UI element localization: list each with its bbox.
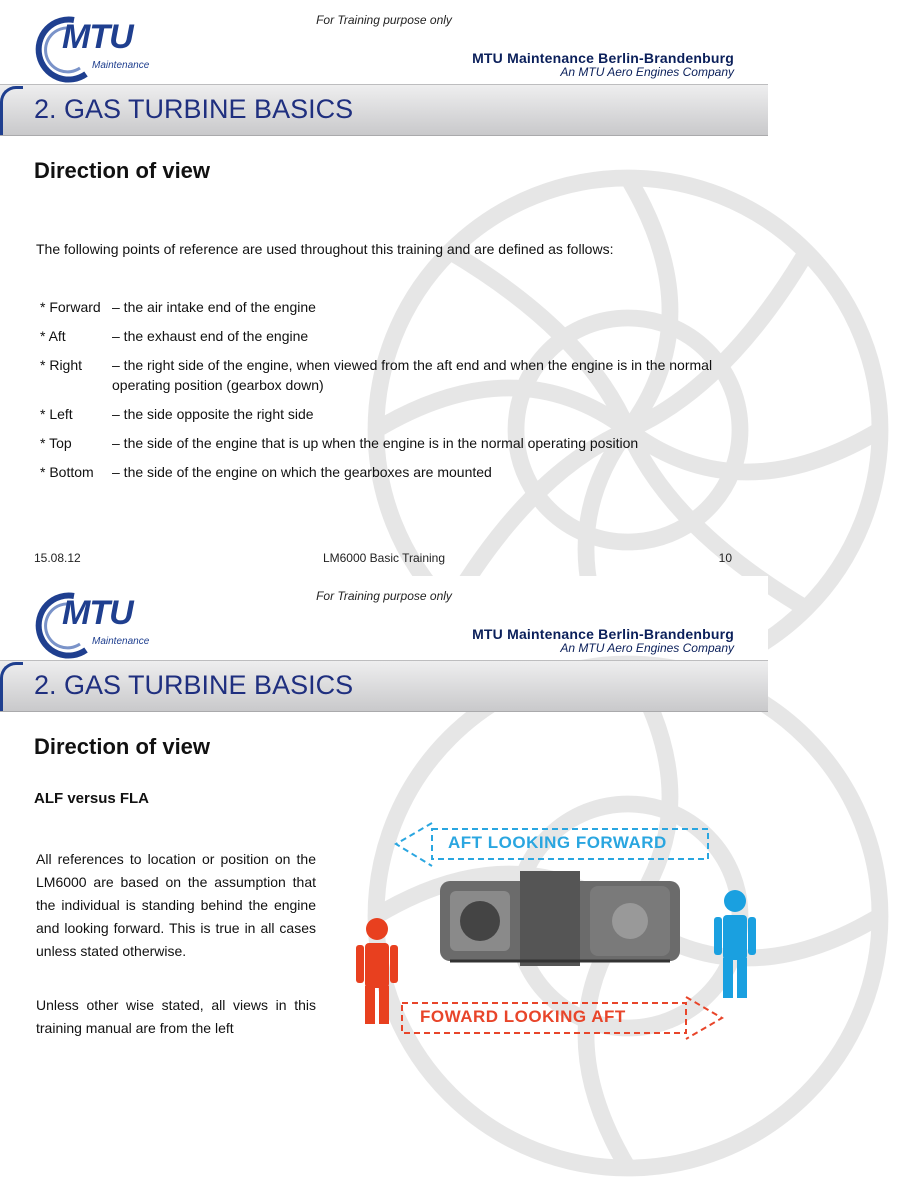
definition-text: – the side of the engine that is up when the engine is in the normal operating position: [112, 435, 639, 451]
definitions-list: [34, 297, 754, 491]
section-title: 2. GAS TURBINE BASICS: [34, 670, 354, 700]
footer-title: LM6000 Basic Training: [322, 551, 446, 565]
definition-term: * Left: [40, 406, 73, 422]
title-accent: [0, 662, 23, 711]
company-subtitle: An MTU Aero Engines Company: [560, 65, 734, 79]
section-title: 2. GAS TURBINE BASICS: [34, 94, 354, 124]
slide-1: [0, 0, 768, 576]
paragraph-alf: All references to location or position on the LM6000 are based on the assumption that the individual is standing behind the engine and looking forward. This is true in all cases unless stated otherwise.: [36, 851, 316, 959]
definition-item: [34, 433, 754, 453]
definition-term: * Bottom: [40, 464, 94, 480]
definition-text: – the side opposite the right side: [112, 406, 314, 422]
engine-image: [440, 871, 680, 966]
mtu-logo: MTU Maintenance: [34, 588, 174, 658]
definition-text: – the side of the engine on which the gearboxes are mounted: [112, 464, 492, 480]
company-block: [472, 626, 734, 655]
alf-label: AFT LOOKING FORWARD: [448, 833, 667, 852]
slide-heading: Direction of view: [34, 158, 211, 183]
title-accent: [0, 86, 23, 135]
definition-item: [34, 355, 754, 395]
company-name: MTU Maintenance Berlin-Brandenburg: [472, 50, 734, 66]
definition-item: [34, 326, 754, 346]
slide-subheading: ALF versus FLA: [34, 790, 150, 807]
company-subtitle: An MTU Aero Engines Company: [560, 641, 734, 655]
person-red-figure: [356, 918, 398, 1024]
slide-2: [0, 576, 768, 1036]
footer-page-number: 10: [718, 551, 732, 565]
definition-term: * Forward: [40, 299, 101, 315]
definition-term: * Top: [40, 435, 72, 451]
company-block: [472, 50, 734, 79]
intro-text: The following points of reference are used throughout this training and are defined as follows:: [36, 241, 614, 257]
alf-fla-figure: [350, 821, 768, 1024]
footer-date: 15.08.12: [34, 551, 81, 565]
person-blue-figure: [714, 890, 756, 998]
definition-item: [34, 462, 754, 482]
definition-text: – the right side of the engine, when viewed from the aft end and when the engine is in the normal operating position (gearbox down): [112, 357, 713, 393]
paragraph-views: Unless other wise stated, all views in this training manual are from the left: [36, 997, 316, 1036]
slide-heading: Direction of view: [34, 734, 211, 759]
definition-term: * Aft: [40, 328, 66, 344]
mtu-logo: MTU Maintenance: [34, 12, 174, 82]
definition-text: – the exhaust end of the engine: [112, 328, 309, 344]
training-note: For Training purpose only: [316, 13, 452, 27]
definition-term: * Right: [40, 357, 83, 373]
definition-item: [34, 297, 754, 317]
definition-text: – the air intake end of the engine: [112, 299, 316, 315]
company-name: MTU Maintenance Berlin-Brandenburg: [472, 626, 734, 642]
fla-label: FOWARD LOOKING AFT: [420, 1007, 626, 1026]
training-note: For Training purpose only: [316, 589, 452, 603]
definition-item: [34, 404, 754, 424]
